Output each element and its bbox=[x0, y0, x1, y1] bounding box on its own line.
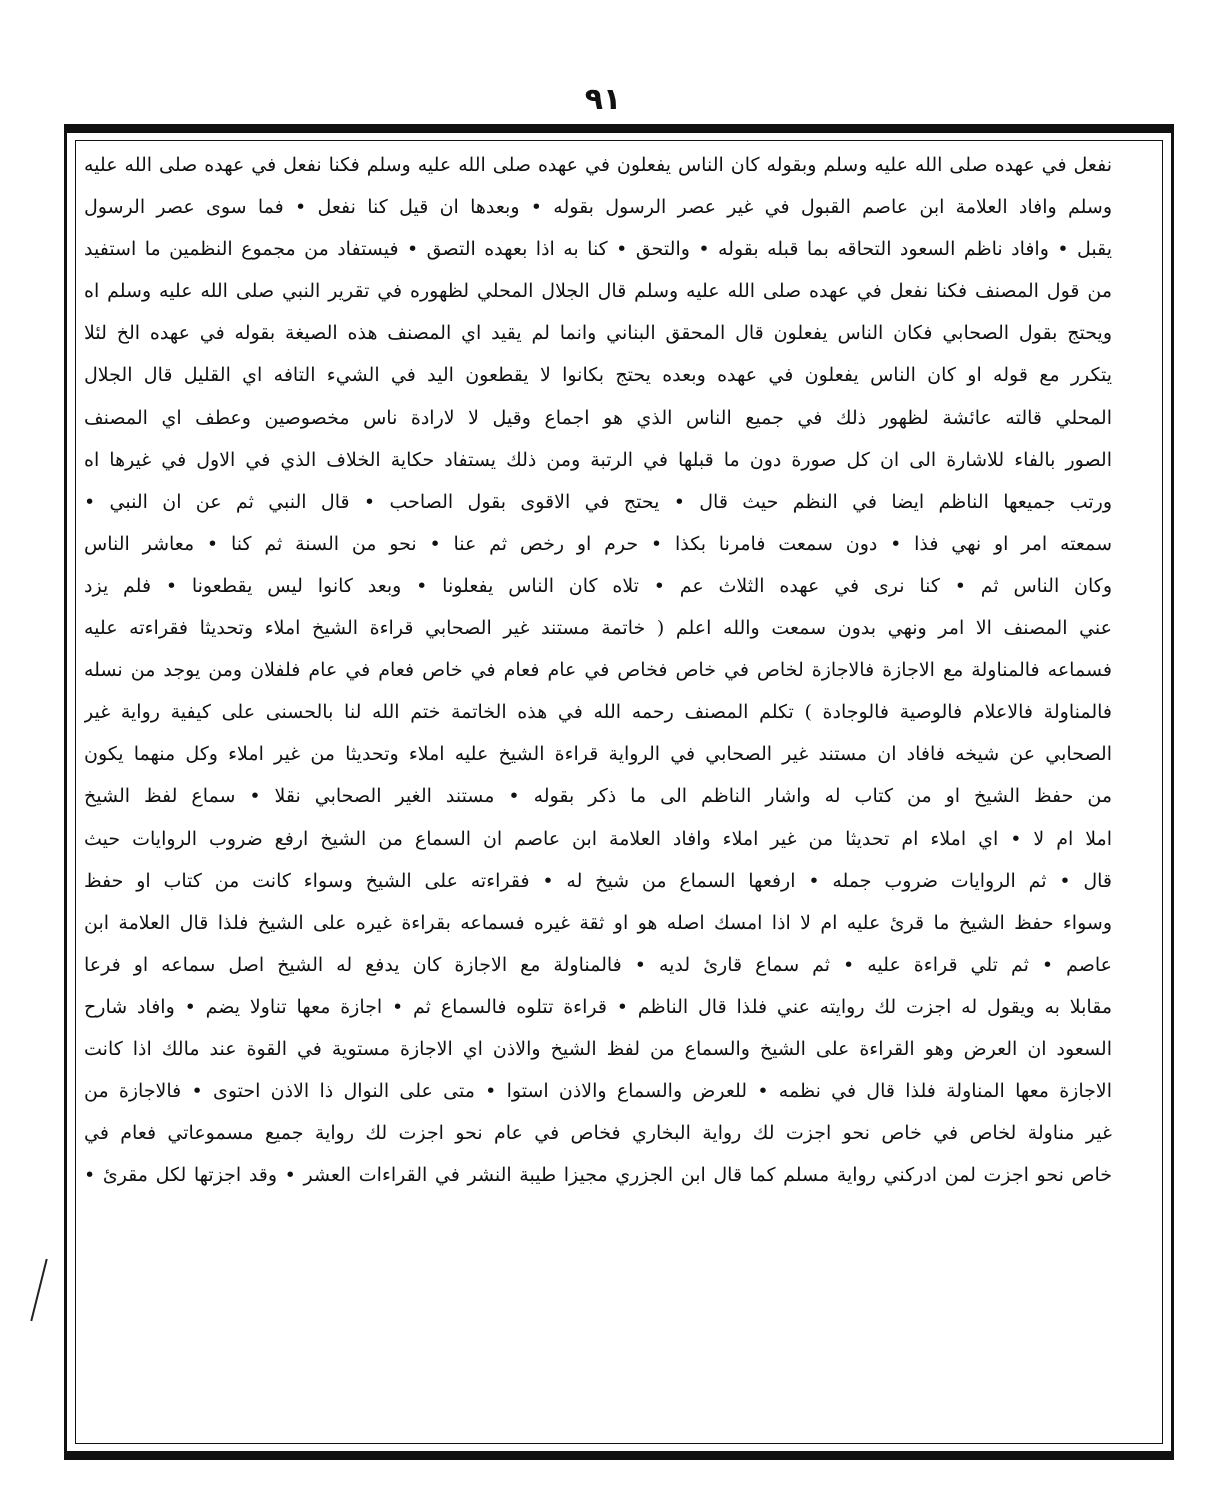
text-line: يقبل • وافاد ناظم السعود التحاقه بما قبله بقوله • والتحق • كنا به اذا بعهده التصق • فيستفاد من مجموع النظمين ما استفيد bbox=[84, 238, 1112, 261]
text-line: ويحتج بقول الصحابي فكان الناس يفعلون قال المحقق البناني وانما لم يقيد اي المصنف هذه الصيغة بقوله في عهده الخ لئلا bbox=[84, 322, 1112, 345]
text-line: عاصم • ثم تلي قراءة عليه • ثم سماع قارئ لديه • فالمناولة مع الاجازة كان يدفع له الشيخ اصل سماعه او فرعا bbox=[84, 953, 1112, 976]
text-line: مقابلا به ويقول له اجزت لك روايته عني فلذا قال الناظم • قراءة تتلوه فالسماع ثم • اجازة معها تناولا يضم • وافاد شارح bbox=[84, 995, 1112, 1018]
margin-pencil-mark bbox=[30, 1259, 47, 1322]
text-line: وسلم وافاد العلامة ابن عاصم القبول في غير عصر الرسول بقوله • وبعدها ان قيل كنا نفعل • فما سوى عصر الرسول bbox=[84, 196, 1112, 219]
page-number: ٩١ bbox=[584, 82, 622, 117]
text-line: نفعل في عهده صلى الله عليه وسلم وبقوله كان الناس يفعلون في عهده صلى الله عليه وسلم فكنا نفعل في عهده صلى الله عليه bbox=[84, 154, 1112, 176]
text-line: الصحابي عن شيخه فافاد ان مستند غير الصحابي في الرواية قراءة الشيخ عليه املاء وتحديثا من غير املاء وكل منهما يكون bbox=[84, 743, 1112, 766]
text-line: قال • ثم الروايات ضروب جمله • ارفعها السماع من شيخ له • فقراءته على الشيخ وسواء كانت من كتاب او حفظ bbox=[84, 869, 1112, 892]
text-line: فسماعه فالمناولة مع الاجازة فالاجازة لخاص في خاص فخاص في عام فعام في خاص فعام في عام فلفلان ومن يوجد من نسله bbox=[84, 659, 1112, 682]
text-line: وكان الناس ثم • كنا نرى في عهده الثلاث عم • تلاه كان الناس يفعلونا • وبعد كانوا ليس يقطعونا • فلم يزد bbox=[84, 574, 1112, 597]
text-line: من قول المصنف فكنا نفعل في عهده صلى الله عليه وسلم قال الجلال المحلي لظهوره في تقرير النبي صلى الله عليه وسلم اه bbox=[84, 280, 1112, 303]
text-line: املا ام لا • اي املاء ام تحديثا من غير املاء وافاد العلامة ابن عاصم ان السماع من الشيخ ارفع ضروب الروايات حيث bbox=[84, 827, 1112, 850]
text-line: الاجازة معها المناولة فلذا قال في نظمه • للعرض والسماع والاذن استوا • متى على النوال ذا الاذن احتوى • فالاجازة من bbox=[84, 1080, 1112, 1103]
text-line: عني المصنف الا امر ونهي بدون سمعت والله اعلم ( خاتمة مستند غير الصحابي قراءة الشيخ املاء وتحديثا فقراءته عليه bbox=[84, 617, 1112, 640]
text-line: وسواء حفظ الشيخ ما قرئ عليه ام لا اذا امسك اصله هو او ثقة غيره فسماعه بقراءة غيره على الشيخ فلذا قال العلامة ابن bbox=[84, 911, 1112, 934]
text-line: المحلي قالته عائشة لظهور ذلك في جميع الناس الذي هو اجماع وقيل لا لارادة ناس مخصوصين وعطف اي المصنف bbox=[84, 406, 1112, 429]
text-line: فالمناولة فالاعلام فالوصية فالوجادة ) تكلم المصنف رحمه الله في هذه الخاتمة ختم الله لنا بالحسنى على كيفية رواية غير bbox=[84, 701, 1112, 724]
text-line: من حفظ الشيخ او من كتاب له واشار الناظم الى ما ذكر بقوله • مستند الغير الصحابي نقلا • سماع لفظ الشيخ bbox=[84, 785, 1112, 808]
text-line: ورتب جميعها الناظم ايضا في النظم حيث قال • يحتج في الاقوى بقول الصاحب • قال النبي ثم عن ان النبي • bbox=[84, 490, 1112, 513]
text-line: يتكرر مع قوله او كان الناس يفعلون في عهده وبعده يحتج بكانوا لا يقطعون اليد في الشيء التافه اي القليل قال الجلال bbox=[84, 364, 1112, 387]
text-line: الصور بالفاء للاشارة الى ان كل صورة دون ما قبلها في الرتبة ومن ذلك يستفاد حكاية الخلاف الذي في الاول في غيرها اه bbox=[84, 448, 1112, 471]
text-body bbox=[84, 144, 1112, 1196]
text-line: غير مناولة لخاص في خاص نحو اجزت لك رواية البخاري فخاص في عام نحو اجزت لك رواية جميع مسموعاتي فعام في bbox=[84, 1122, 1112, 1145]
text-line: سمعته امر او نهي فذا • دون سمعت فامرنا بكذا • حرم او رخص ثم عنا • نحو من السنة ثم كنا • معاشر الناس bbox=[84, 532, 1112, 555]
text-line: السعود ان العرض وهو القراءة على الشيخ والسماع من لفظ الشيخ والاذن اي الاجازة مستوية في القوة عند مالك اذا كانت bbox=[84, 1037, 1112, 1060]
text-line: خاص نحو اجزت لمن ادركني رواية مسلم كما قال ابن الجزري مجيزا طيبة النشر في القراءات العشر • وقد اجزتها لكل مقرئ • bbox=[84, 1164, 1112, 1187]
